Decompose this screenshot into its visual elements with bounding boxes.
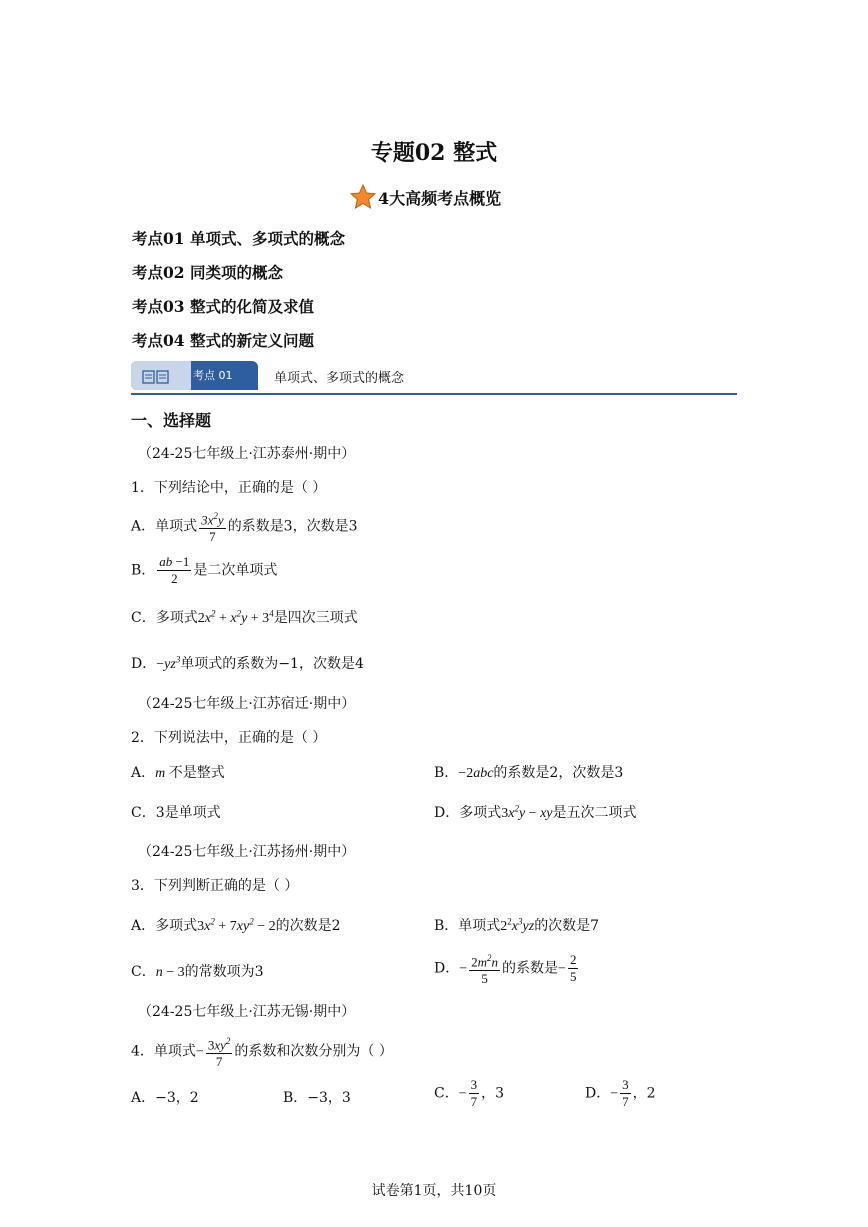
fraction: $\frac{3}{7}$: [470, 1077, 478, 1109]
q1-stem: 1．下列结论中，正确的是（ ）: [131, 480, 327, 496]
q1-c-suffix: 是四次三项式: [273, 610, 358, 626]
q4-option-c: [434, 1077, 504, 1110]
math-expression: $3x^2 + 7xy^2 - 2$: [197, 916, 276, 934]
star-icon: [350, 184, 376, 210]
math-expression: −: [610, 1086, 619, 1102]
q3-option-a: [131, 915, 341, 935]
q1-d-prefix: D．: [131, 656, 157, 672]
subtitle-text: 4大高频考点概览: [378, 188, 502, 208]
kaodian-item-2: 考点02 同类项的概念: [132, 263, 283, 282]
q3-c-suffix: 的常数项为3: [184, 964, 264, 980]
q3-stem: 3．下列判断正确的是（ ）: [131, 878, 299, 894]
q4-c-prefix: C．: [434, 1085, 459, 1102]
page-footer: 试卷第1页，共10页: [371, 1183, 497, 1199]
q3-b-suffix: 的次数是7: [534, 918, 600, 934]
q2-option-a: [131, 762, 225, 782]
q4-option-b: B．−3，3: [283, 1090, 351, 1106]
fraction: $\frac{3}{7}$: [622, 1077, 629, 1109]
q4-c-suffix: ，3: [481, 1085, 505, 1102]
q2-option-d: [434, 802, 637, 822]
q3-source: （24-25七年级上·江苏扬州·期中）: [138, 844, 356, 860]
q2-d-suffix: 是五次二项式: [552, 805, 637, 821]
q2-a-suffix: 不是整式: [168, 765, 225, 781]
math-expression: −: [458, 1086, 467, 1102]
math-expression: −: [195, 1044, 204, 1060]
q4-stem-suffix: 的系数和次数分别为（ ）: [234, 1043, 393, 1060]
math-expression: −: [459, 961, 468, 977]
math-expression: n − 3: [155, 965, 185, 980]
fraction: $\frac{3xy^2}{7}$: [206, 1033, 233, 1070]
q4-stem: [131, 1033, 393, 1070]
q4-d-prefix: D．: [585, 1085, 611, 1102]
q1-a-suffix: 的系数是3，次数是3: [227, 518, 358, 535]
q3-option-d: [434, 950, 580, 987]
kaodian-item-3: 考点03 整式的化简及求值: [132, 297, 314, 316]
math-expression: −: [558, 961, 566, 977]
math-expression: $-yz^3$: [156, 654, 181, 672]
q2-option-b: [434, 762, 623, 782]
q2-b-suffix: 的系数是2，次数是3: [493, 765, 624, 781]
q2-source: （24-25七年级上·江苏宿迁·期中）: [138, 696, 356, 712]
q4-d-suffix: ，2: [632, 1085, 656, 1102]
q4-option-d: [585, 1077, 656, 1110]
q3-a-prefix: A．多项式: [131, 918, 198, 934]
q4-stem-prefix: 4．单项式: [131, 1043, 196, 1060]
math-expression: $2x^2 + x^2y + 3^4$: [197, 608, 274, 626]
q1-d-suffix: ，次数是4: [298, 656, 364, 672]
q3-b-prefix: B．单项式: [434, 918, 501, 934]
page-title: 专题02 整式: [370, 140, 498, 166]
fraction: $\frac{2m^2n}{5}$: [469, 950, 500, 987]
book-icon: [142, 370, 170, 384]
q2-stem: 2．下列说法中，正确的是（ ）: [131, 730, 327, 746]
q2-a-prefix: A．: [131, 765, 156, 781]
q4-option-a: A．−3，2: [131, 1090, 199, 1106]
q1-b-prefix: B．: [131, 562, 156, 579]
kaodian-item-4: 考点04 整式的新定义问题: [132, 331, 314, 350]
math-expression: −2abc: [458, 766, 494, 781]
q3-c-prefix: C．: [131, 964, 156, 980]
q1-option-a: [131, 508, 358, 545]
fraction: $\frac{ab -1}{2}$: [159, 554, 190, 586]
q1-b-suffix: 是二次单项式: [193, 562, 278, 579]
kaodian-item-1: 考点01 单项式、多项式的概念: [132, 229, 345, 248]
q4-source: （24-25七年级上·江苏无锡·期中）: [138, 1004, 356, 1020]
section-heading: 一、选择题: [131, 411, 212, 430]
q1-option-c: [131, 607, 358, 627]
q1-a-prefix: A．单项式: [131, 518, 198, 535]
q3-d-suffix: 的系数是: [502, 960, 559, 977]
q1-option-d: [131, 653, 364, 673]
q1-c-prefix: C．多项式: [131, 610, 198, 626]
q2-option-c: C．3是单项式: [131, 805, 221, 821]
q1-option-b: [131, 554, 277, 587]
banner-title: 单项式、多项式的概念: [274, 371, 405, 386]
q2-d-prefix: D．多项式: [434, 805, 502, 821]
fraction: $\frac{2}{5}$: [569, 952, 577, 985]
subtitle: [350, 184, 501, 210]
q2-b-prefix: B．: [434, 765, 459, 781]
q1-source: （24-25七年级上·江苏泰州·期中）: [138, 446, 356, 462]
q3-option-c: [131, 961, 264, 981]
math-expression: $3x^2y$ − xy: [501, 803, 553, 821]
banner-line: [131, 393, 737, 395]
q1-d-mid: 单项式的系数为: [180, 656, 279, 672]
fraction: $\frac{3x^2y}{7}$: [199, 508, 226, 545]
q3-d-prefix: D．: [434, 960, 460, 977]
q3-a-suffix: 的次数是2: [275, 918, 341, 934]
banner-tag: 考点 01: [193, 369, 233, 382]
math-expression: m: [155, 766, 169, 781]
math-expression: $2^2x^3yz$: [500, 916, 535, 934]
q1-d-value: −1: [278, 656, 299, 672]
q3-option-b: [434, 915, 599, 935]
section-banner: [131, 361, 737, 395]
